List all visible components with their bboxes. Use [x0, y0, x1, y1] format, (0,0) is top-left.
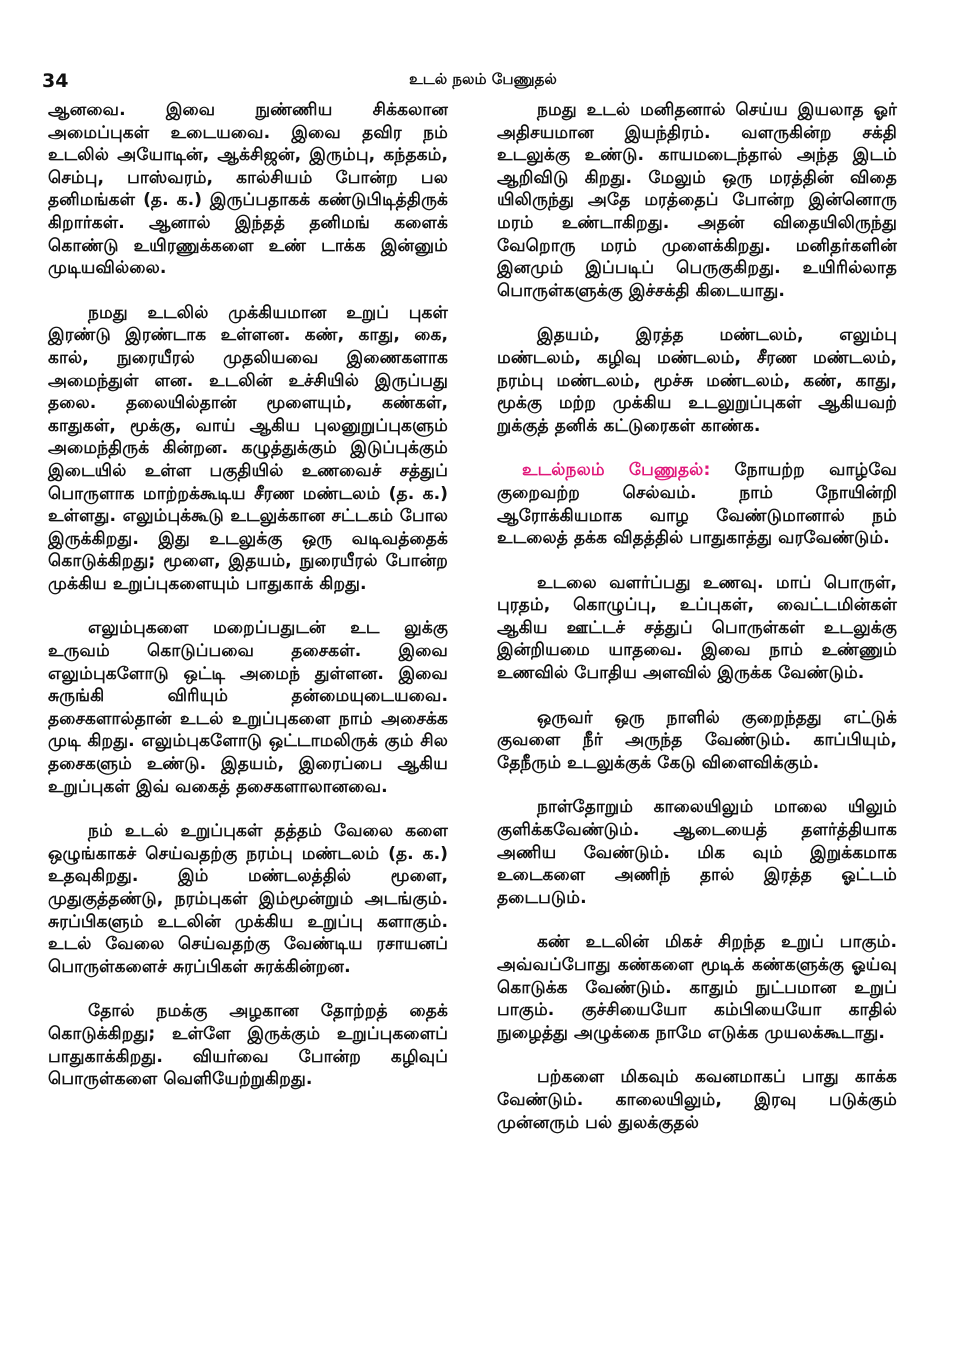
- paragraph: ஒருவர் ஒரு நாளில் குறைந்தது எட்டுக் குவளை நீர் அருந்த வேண்டும். காப்பியும், தேநீரும் உடலுக்குக் கேடு விளைவிக்கும்.: [497, 707, 897, 773]
- paragraph: தோல் நமக்கு அழகான தோற்றத் தைக் கொடுக்கிறது; உள்ளே இருக்கும் உறுப்புகளைப் பாதுகாக்கிறது. வியர்வை போன்ற கழிவுப் பொருள்களை வெளியேற்றுகிறது.: [48, 1001, 448, 1090]
- paragraph: நாள்தோறும் காலையிலும் மாலை யிலும் குளிக்கவேண்டும். ஆடையைத் தளர்த்தியாக அணிய வேண்டும். மிக வும் இறுக்கமாக உடைகளை அணிந் தால் இரத்த ஓட்டம் தடைபடும்.: [497, 797, 897, 908]
- paragraph: நமது உடல் மனிதனால் செய்ய இயலாத ஓர் அதிசயமான இயந்திரம். வளருகின்ற சக்தி உடலுக்கு உண்டு. காயமடைந்தால் அந்த இடம் ஆறிவிடு கிறது. மேலும் ஒரு மரத்தின் விதை யிலிருந்து அதே மரத்தைப் போன்ற இன்னொரு மரம் உண்டாகிறது. அதன் விதையிலிருந்து வேறொரு மரம் முளைக்கிறது. மனிதர்களின் இனமும் இப்படிப் பெருகுகிறது. உயிரில்லாத பொருள்களுக்கு இச்சக்தி கிடையாது.: [497, 100, 897, 301]
- section-heading: உடல்நலம் பேணுதல்:: [522, 460, 711, 481]
- paragraph: ஆனவை. இவை நுண்ணிய சிக்கலான அமைப்புகள் உடையவை. இவை தவிர நம் உடலில் அயோடின், ஆக்சிஜன், இரும்பு, கந்தகம், செம்பு, பாஸ்வரம், கால்சியம் போன்ற பல தனிமங்கள் (த. க.) இருப்பதாகக் கண்டுபிடித்திருக் கிறார்கள். ஆனால் இந்தத் தனிமங் களைக் கொண்டு உயிரணுக்களை உண் டாக்க இன்னும் முடியவில்லை.: [48, 100, 448, 279]
- paragraph: நமது உடலில் முக்கியமான உறுப் புகள் இரண்டு இரண்டாக உள்ளன. கண், காது, கை, கால், நுரையீரல் முதலியவை இணைகளாக அமைந்துள் ளன. உடலின் உச்சியில் இருப்பது தலை. தலையில்தான் மூளையும், கண்கள், காதுகள், மூக்கு, வாய் ஆகிய புலனுறுப்புகளும் அமைந்திருக் கின்றன. கழுத்துக்கும் இடுப்புக்கும் இடையில் உள்ள பகுதியில் உணவைச் சத்துப் பொருளாக மாற்றக்கூடிய சீரண மண்டலம் (த. க.) உள்ளது. எலும்புக்கூடு உடலுக்கான சட்டகம் போல இருக்கிறது. இது உடலுக்கு ஒரு வடிவத்தைக் கொடுக்கிறது; மூளை, இதயம், நுரையீரல் போன்ற முக்கிய உறுப்புகளையும் பாதுகாக் கிறது.: [48, 302, 448, 594]
- section-lead-text: நோயற்ற வாழ்வே குறைவற்ற செல்வம். நாம் நோயின்றி ஆரோக்கியமாக வாழ வேண்டுமானால் நம் உடலைத் தக்க விதத்தில் பாதுகாத்து வரவேண்டும்.: [497, 460, 897, 549]
- paragraph: உடலை வளர்ப்பது உணவு. மாப் பொருள், புரதம், கொழுப்பு, உப்புகள், வைட்டமின்கள் ஆகிய ஊட்டச் சத்துப் பொருள்கள் உடலுக்கு இன்றியமை யாதவை. இவை நாம் உண்ணும் உணவில் போதிய அளவில் இருக்க வேண்டும்.: [497, 572, 897, 684]
- paragraph: எலும்புகளை மறைப்பதுடன் உட லுக்கு உருவம் கொடுப்பவை தசைகள். இவை எலும்புகளோடு ஒட்டி அமைந் துள்ளன. இவை சுருங்கி விரியும் தன்மையுடையவை. தசைகளால்தான் உடல் உறுப்புகளை நாம் அசைக்க முடி கிறது. எலும்புகளோடு ஒட்டாமலிருக் கும் சில தசைகளும் உண்டு. இதயம், இரைப்பை ஆகிய உறுப்புகள் இவ் வகைத் தசைகளாலானவை.: [48, 618, 448, 797]
- paragraph: பற்களை மிகவும் கவனமாகப் பாது காக்க வேண்டும். காலையிலும், இரவு படுக்கும் முன்னரும் பல் துலக்குதல்: [497, 1067, 897, 1133]
- page-number: 34: [42, 70, 69, 92]
- right-column: [497, 99, 897, 1156]
- paragraph: இதயம், இரத்த மண்டலம், எலும்பு மண்டலம், கழிவு மண்டலம், சீரண மண்டலம், நரம்பு மண்டலம், மூச்சு மண்டலம், கண், காது, மூக்கு மற்ற முக்கிய உடலுறுப்புகள் ஆகியவற் றுக்குத் தனிக் கட்டுரைகள் காண்க.: [497, 325, 897, 436]
- paragraph: நம் உடல் உறுப்புகள் தத்தம் வேலை களை ஒழுங்காகச் செய்வதற்கு நரம்பு மண்டலம் (த. க.) உதவுகிறது. இம் மண்டலத்தில் மூளை, முதுகுத்தண்டு, நரம்புகள் இம்மூன்றும் அடங்கும். சுரப்பிகளும் உடலின் முக்கிய உறுப்பு களாகும். உடல் வேலை செய்வதற்கு வேண்டிய ரசாயனப் பொருள்களைச் சுரப்பிகள் சுரக்கின்றன.: [48, 821, 448, 977]
- section-first-paragraph: [497, 459, 897, 549]
- paragraph: கண் உடலின் மிகச் சிறந்த உறுப் பாகும். அவ்வப்போது கண்களை மூடிக் கண்களுக்கு ஓய்வு கொடுக்க வேண்டும். காதும் நுட்பமான உறுப் பாகும். குச்சியையோ கம்பியையோ காதில் நுழைத்து அழுக்கை நாமே எடுக்க முயலக்கூடாது.: [497, 932, 897, 1043]
- running-title: உடல் நலம் பேணுதல்: [409, 70, 557, 88]
- left-column: [48, 99, 448, 1113]
